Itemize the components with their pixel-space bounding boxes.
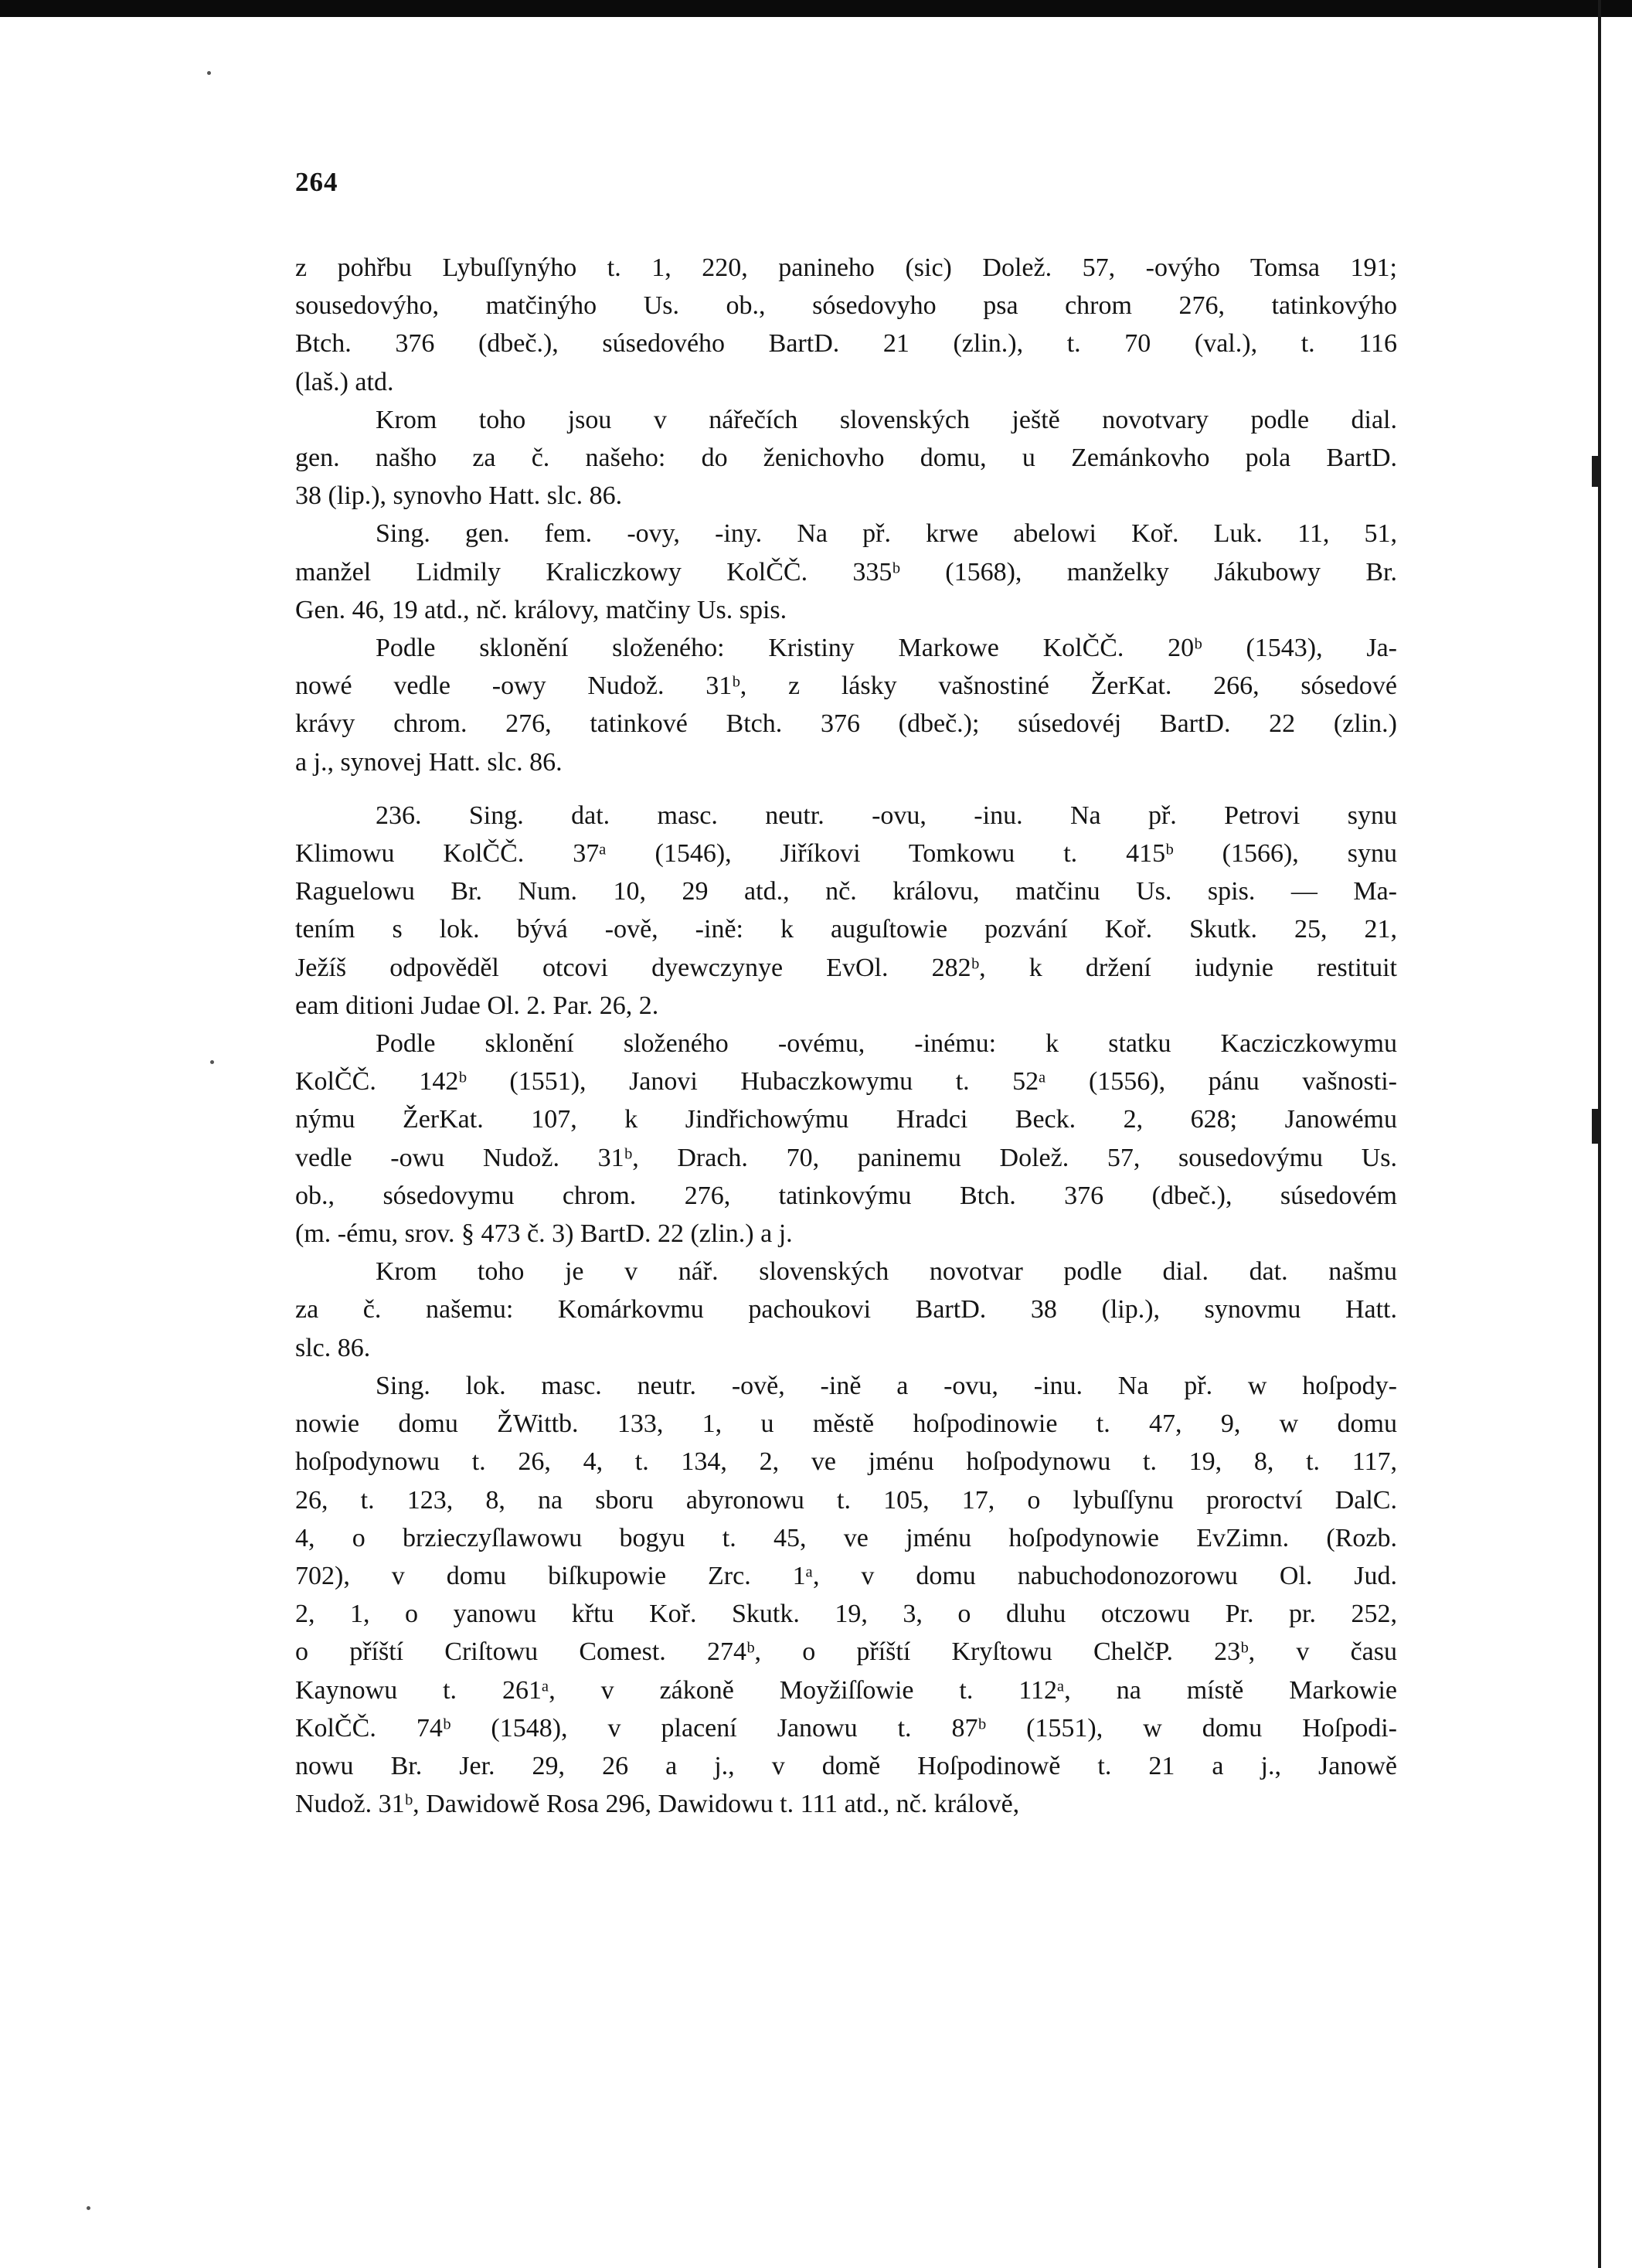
text-line: nowie domu ŽWittb. 133, 1, u městě hoſpodinowie t. 47, 9, w domu <box>295 1409 1397 1439</box>
text-line: manžel Lidmily Kraliczkowy KolČČ. 335ᵇ (1568), manželky Jákubowy Br. <box>295 557 1397 587</box>
paragraph <box>295 1253 1397 1367</box>
text-line: Gen. 46, 19 atd., nč. královy, matčiny Us. spis. <box>295 595 787 624</box>
text-line: 4, o brzieczyſlawowu bogyu t. 45, ve jménu hoſpodynowie EvZimn. (Rozb. <box>295 1523 1397 1552</box>
text-line: nýmu ŽerKat. 107, k Jindřichowýmu Hradci Beck. 2, 628; Janowému <box>295 1105 1397 1134</box>
text-line: (m. -ému, srov. § 473 č. 3) BartD. 22 (zlin.) a j. <box>295 1219 793 1249</box>
page-text <box>295 249 1397 1823</box>
paragraph <box>295 629 1397 781</box>
paragraph <box>295 797 1397 1025</box>
paragraph <box>295 1367 1397 1823</box>
text-line: 26, t. 123, 8, na sboru abyronowu t. 105, 17, o lybuſſynu proroctví DalC. <box>295 1485 1397 1515</box>
scan-edge-mark <box>1592 1109 1600 1144</box>
page-number: 264 <box>295 167 338 197</box>
scan-speck <box>210 1060 214 1064</box>
text-line: ob., sósedovymu chrom. 276, tatinkovýmu Btch. 376 (dbeč.), súsedovém <box>295 1181 1397 1210</box>
text-line: (laš.) atd. <box>295 367 394 396</box>
text-line: Sing. lok. masc. neutr. -ově, -ině a -ovu, -inu. Na př. w hoſpody- <box>376 1371 1397 1400</box>
text-line: o příští Criſtowu Comest. 274ᵇ, o příští Kryſtowu ChelčP. 23ᵇ, v času <box>295 1637 1397 1667</box>
text-line: Ježíš odpověděl otcovi dyewczynye EvOl. 282ᵇ, k držení iudynie restituit <box>295 953 1397 982</box>
text-line: eam ditioni Judae Ol. 2. Par. 26, 2. <box>295 991 659 1020</box>
text-line: slc. 86. <box>295 1333 371 1362</box>
text-line: z pohřbu Lybuſſynýho t. 1, 220, panineho (sic) Dolež. 57, -ovýho Tomsa 191; <box>295 253 1397 282</box>
text-line: Klimowu KolČČ. 37ᵃ (1546), Jiříkovi Tomkowu t. 415ᵇ (1566), synu <box>295 839 1397 869</box>
text-line: Nudož. 31ᵇ, Dawidowě Rosa 296, Dawidowu t. 111 atd., nč. králově, <box>295 1790 1020 1819</box>
text-line: a j., synovej Hatt. slc. 86. <box>295 747 563 777</box>
text-line: sousedovýho, matčinýho Us. ob., sósedovyho psa chrom 276, tatinkovýho <box>295 291 1397 321</box>
text-line: KolČČ. 142ᵇ (1551), Janovi Hubaczkowymu t. 52ᵃ (1556), pánu vašnosti- <box>295 1067 1397 1097</box>
text-line: gen. našho za č. našeho: do ženichovho domu, u Zemánkovho pola BartD. <box>295 444 1397 473</box>
text-line: krávy chrom. 276, tatinkové Btch. 376 (dbeč.); súsedovéj BartD. 22 (zlin.) <box>295 709 1397 739</box>
section-gap <box>295 781 1397 797</box>
text-line: Krom toho jsou v nářečích slovenských ještě novotvary podle dial. <box>376 405 1397 434</box>
text-line: nowu Br. Jer. 29, 26 a j., v domě Hoſpodinowě t. 21 a j., Janowě <box>295 1751 1397 1780</box>
text-line: za č. našemu: Komárkovmu pachoukovi BartD. 38 (lip.), synovmu Hatt. <box>295 1295 1397 1324</box>
text-line: KolČČ. 74ᵇ (1548), v placení Janowu t. 87ᵇ (1551), w domu Hoſpodi- <box>295 1713 1397 1743</box>
paragraph <box>295 401 1397 515</box>
text-line: Sing. gen. fem. -ovy, -iny. Na př. krwe abelowi Koř. Luk. 11, 51, <box>376 519 1397 549</box>
text-line: nowé vedle -owy Nudož. 31ᵇ, z lásky vašnostiné ŽerKat. 266, sósedové <box>295 672 1397 701</box>
text-line: hoſpodynowu t. 26, 4, t. 134, 2, ve jménu hoſpodynowu t. 19, 8, t. 117, <box>295 1447 1397 1477</box>
text-line: Kaynowu t. 261ᵃ, v zákoně Moyžiſſowie t. 112ᵃ, na místě Markowie <box>295 1675 1397 1705</box>
text-line: tením s lok. bývá -ově, -ině: k auguſtowie pozvání Koř. Skutk. 25, 21, <box>295 915 1397 944</box>
text-line: 38 (lip.), synovho Hatt. slc. 86. <box>295 481 623 511</box>
text-line: 702), v domu biſkupowie Zrc. 1ᵃ, v domu nabuchodonozorowu Ol. Jud. <box>295 1561 1397 1590</box>
paragraph <box>295 515 1397 629</box>
text-line: vedle -owu Nudož. 31ᵇ, Drach. 70, paninemu Dolež. 57, sousedovýmu Us. <box>295 1143 1397 1172</box>
scan-speck <box>207 71 211 75</box>
text-line: Raguelowu Br. Num. 10, 29 atd., nč. královu, matčinu Us. spis. — Ma- <box>295 877 1397 906</box>
text-line: 2, 1, o yanowu křtu Koř. Skutk. 19, 3, o dluhu otczowu Pr. pr. 252, <box>295 1600 1397 1629</box>
scan-top-border <box>0 0 1632 17</box>
text-line: Btch. 376 (dbeč.), súsedového BartD. 21 (zlin.), t. 70 (val.), t. 116 <box>295 329 1397 359</box>
scan-edge-mark <box>1592 456 1600 487</box>
paragraph <box>295 1025 1397 1253</box>
text-line: 236. Sing. dat. masc. neutr. -ovu, -inu. Na př. Petrovi synu <box>376 801 1397 830</box>
scan-speck <box>87 2206 90 2210</box>
text-line: Krom toho je v nář. slovenských novotvar podle dial. dat. našmu <box>376 1257 1397 1287</box>
paragraph <box>295 249 1397 401</box>
text-line: Podle sklonění složeného: Kristiny Markowe KolČČ. 20ᵇ (1543), Ja- <box>376 634 1397 663</box>
text-line: Podle sklonění složeného -ovému, -inému: k statku Kacziczkowymu <box>376 1029 1397 1059</box>
